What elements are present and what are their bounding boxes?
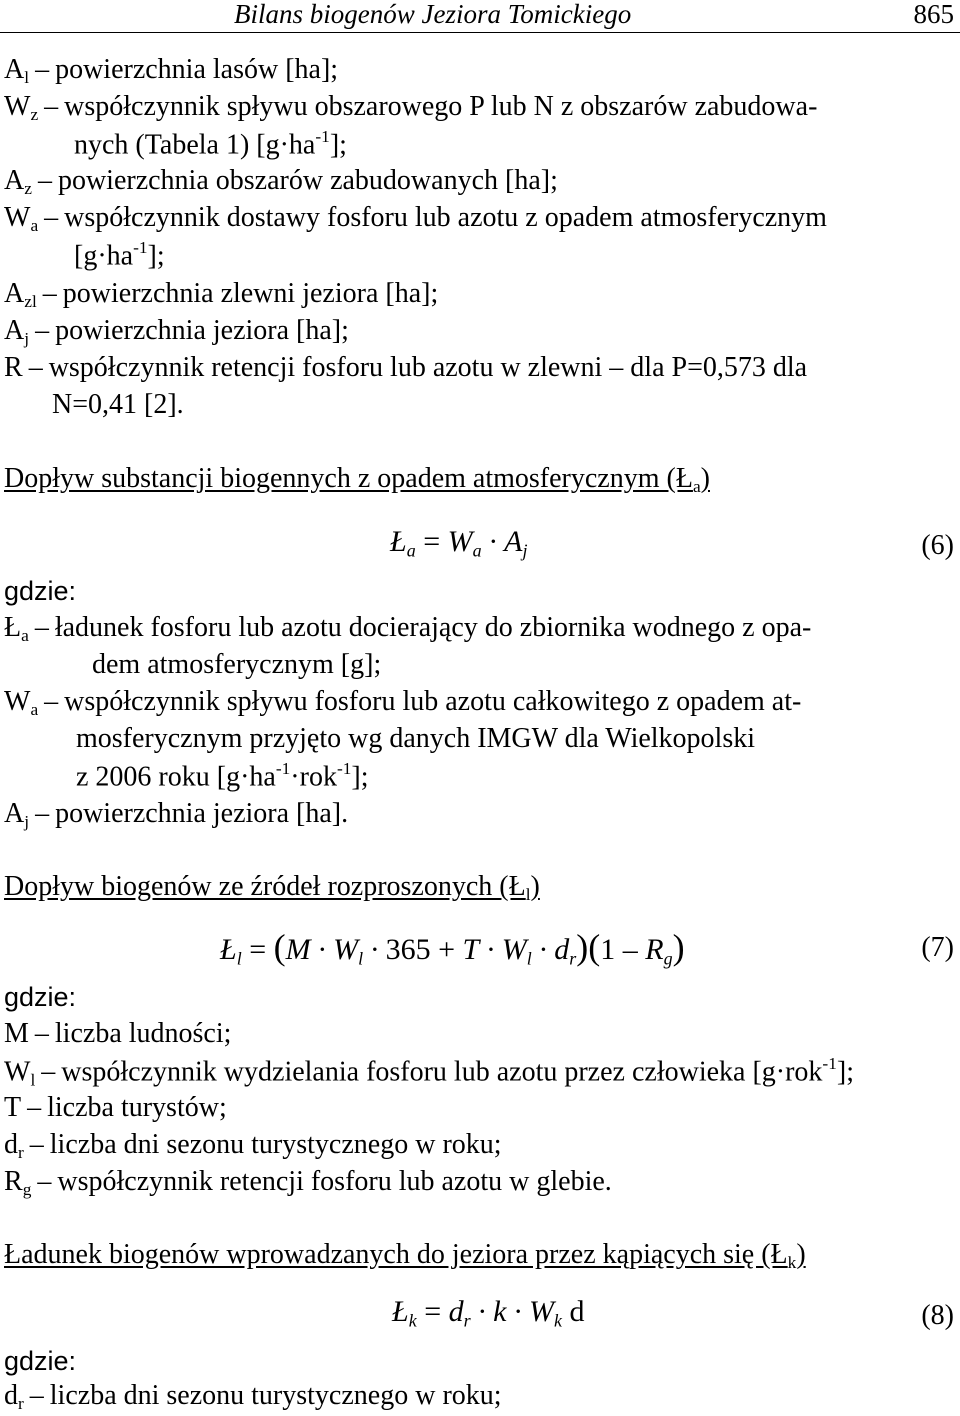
equation-number-8: (8): [921, 1300, 954, 1331]
definition-item: $R_g$ – współczynnik retencji fosforu lub azotu w glebie.: [4, 1166, 612, 1200]
section-heading-bathers: Ładunek biogenów wprowadzanych do jeziora przez kąpiących się $(Ł_k)$: [4, 1239, 806, 1273]
equation-8: $Ł_k = d_r \cdot k \cdot W_k$ d: [392, 1295, 585, 1331]
section-heading-diffuse: Dopływ biogenów ze źródeł rozproszonych $(Ł_l)$: [4, 871, 540, 905]
definition-item: $A_z$ – powierzchnia obszarów zabudowanych [ha];: [4, 165, 558, 199]
definition-item: $W_l$ – współczynnik wydzielania fosforu lub azotu przez człowieka [g·rok$^{-1}$];: [4, 1054, 854, 1090]
definition-item: $A_l$ – powierzchnia lasów [ha];: [4, 54, 339, 88]
equation-7: $Ł_l = (M \cdot W_l \cdot 365 + T \cdot W_l \cdot d_r)(1 - R_g)$: [220, 927, 685, 969]
equation-6: $Ł_a = W_a \cdot A_j$: [390, 525, 528, 561]
where-label: gdzie:: [4, 576, 77, 606]
running-header: [0, 0, 960, 33]
definition-item: $d_r$ – liczba dni sezonu turystycznego w roku;: [4, 1129, 502, 1163]
definition-continuation: $[g\cdot ha^{-1}]$;: [74, 238, 165, 272]
definition-item: $W_a$ – współczynnik spływu fosforu lub azotu całkowitego z opadem at-: [4, 686, 802, 720]
definition-continuation: N=0,41 [2].: [52, 389, 184, 420]
definition-item: M – liczba ludności;: [4, 1018, 232, 1049]
definition-item: $A_{zl}$ – powierzchnia zlewni jeziora [ha];: [4, 278, 439, 312]
definition-item: R – współczynnik retencji fosforu lub azotu w zlewni – dla P=0,573 dla: [4, 352, 808, 383]
definition-item: $A_j$ – powierzchnia jeziora [ha].: [4, 798, 349, 832]
definition-item: $Ł_a$ – ładunek fosforu lub azotu docierający do zbiornika wodnego z opa-: [4, 612, 812, 646]
definition-item: $A_j$ – powierzchnia jeziora [ha];: [4, 315, 349, 349]
running-title: Bilans biogenów Jeziora Tomickiego: [234, 0, 632, 29]
definition-continuation: z 2006 roku $[g\cdot ha^{-1}\cdot rok^{-1}]$;: [76, 759, 369, 793]
definition-continuation: dem atmosferycznym [g];: [92, 649, 382, 680]
definition-item: $W_z$ – współczynnik spływu obszarowego P lub N z obszarów zabudowa-: [4, 91, 818, 125]
definition-continuation: nych (Tabela 1) $[g\cdot ha^{-1}]$;: [74, 127, 347, 161]
equation-number-7: (7): [921, 932, 954, 963]
section-heading-atmospheric: Dopływ substancji biogennych z opadem atmosferycznym $(Ł_a)$: [4, 463, 710, 497]
page-number: 865: [913, 0, 954, 29]
where-label: gdzie:: [4, 982, 77, 1012]
where-label: gdzie:: [4, 1346, 77, 1376]
definition-item: $d_r$ – liczba dni sezonu turystycznego w roku;: [4, 1380, 502, 1414]
equation-number-6: (6): [921, 530, 954, 561]
definition-item: $W_a$ – współczynnik dostawy fosforu lub azotu z opadem atmosferycznym: [4, 202, 827, 236]
definition-item: T – liczba turystów;: [4, 1092, 227, 1123]
definition-continuation: mosferycznym przyjęto wg danych IMGW dla Wielkopolski: [76, 723, 756, 754]
